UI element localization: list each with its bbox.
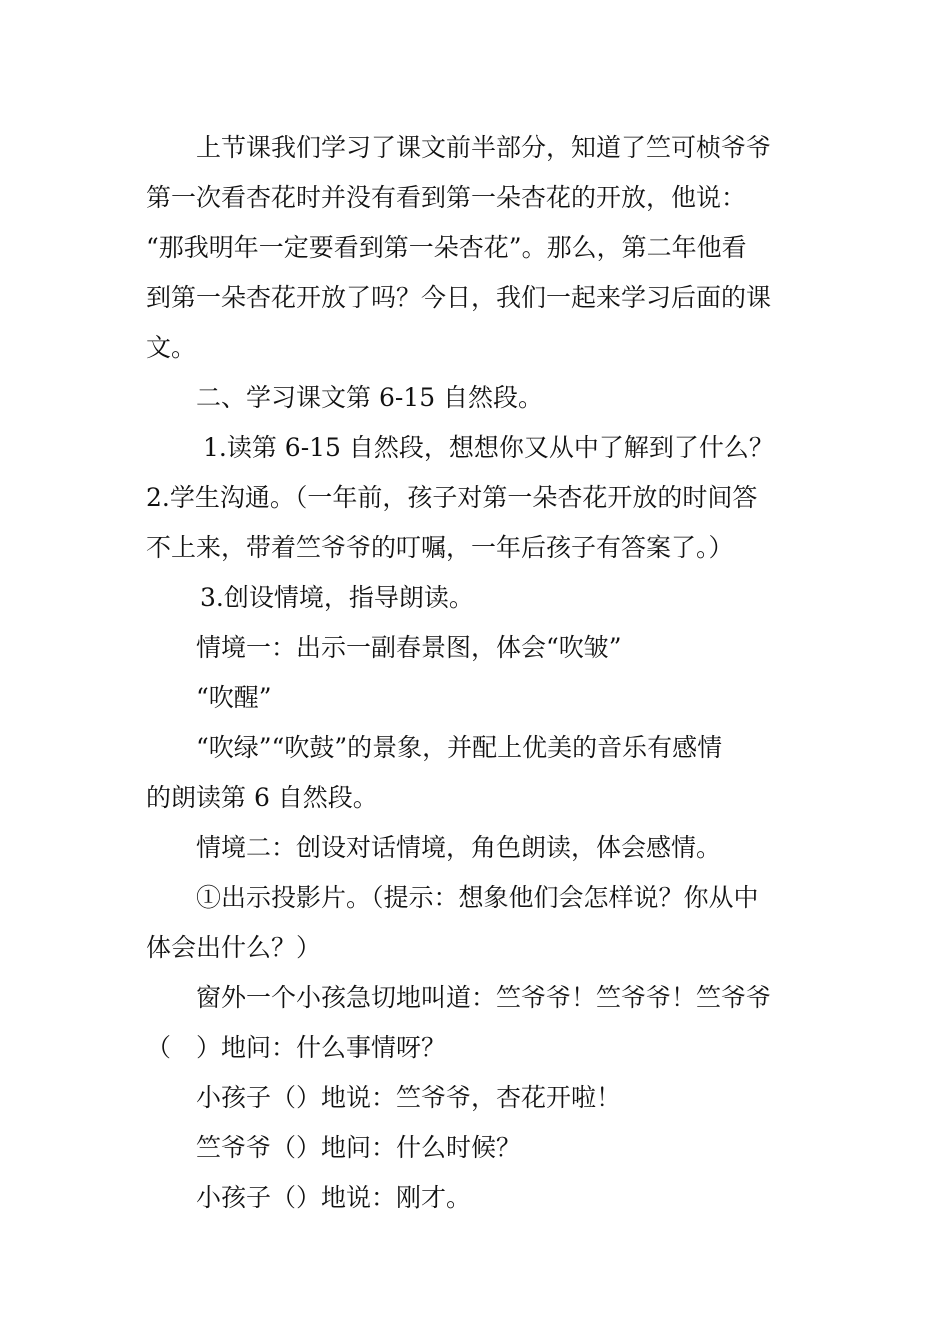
text-line-21: 竺爷爷（）地问：什么时候？	[196, 1133, 522, 1162]
text-line-15: 情境二：创设对话情境，角色朗读，体会感情。	[196, 833, 722, 862]
text-line-3: “那我明年一定要看到第一朵杏花”。那么，第二年他看	[146, 233, 747, 262]
text-line-12: “吹醒”	[196, 683, 272, 712]
text-line-16: ①出示投影片。（提示：想象他们会怎样说？你从中	[196, 883, 759, 912]
text-line-1: 上节课我们学习了课文前半部分，知道了竺可桢爷爷	[196, 133, 772, 162]
text-line-17: 体会出什么？）	[146, 933, 322, 962]
text-line-2: 第一次看杏花时并没有看到第一朵杏花的开放，他说：	[146, 183, 747, 212]
text-line-19: （ ）地问：什么事情呀？	[146, 1033, 447, 1062]
text-line-11: 情境一：出示一副春景图，体会“吹皱”	[196, 633, 622, 662]
text-line-5: 文。	[146, 333, 197, 362]
text-line-10: 3.创设情境，指导朗读。	[200, 583, 474, 612]
text-line-13: “吹绿”“吹鼓”的景象，并配上优美的音乐有感情	[196, 733, 723, 762]
text-line-20: 小孩子（）地说：竺爷爷，杏花开啦！	[196, 1083, 622, 1112]
text-line-9: 不上来，带着竺爷爷的叮嘱，一年后孩子有答案了。）	[146, 533, 734, 562]
section-heading: 二、学习课文第 6-15 自然段。	[196, 383, 544, 412]
text-line-8: 2.学生沟通。（一年前，孩子对第一朵杏花开放的时间答	[146, 483, 758, 512]
text-line-18: 窗外一个小孩急切地叫道：竺爷爷！竺爷爷！竺爷爷	[196, 983, 772, 1012]
text-line-7: 1.读第 6-15 自然段，想想你又从中了解到了什么？	[203, 433, 774, 462]
text-line-14: 的朗读第 6 自然段。	[146, 783, 378, 812]
text-line-22: 小孩子（）地说：刚才。	[196, 1183, 472, 1212]
text-line-4: 到第一朵杏花开放了吗？今日，我们一起来学习后面的课	[146, 283, 772, 312]
